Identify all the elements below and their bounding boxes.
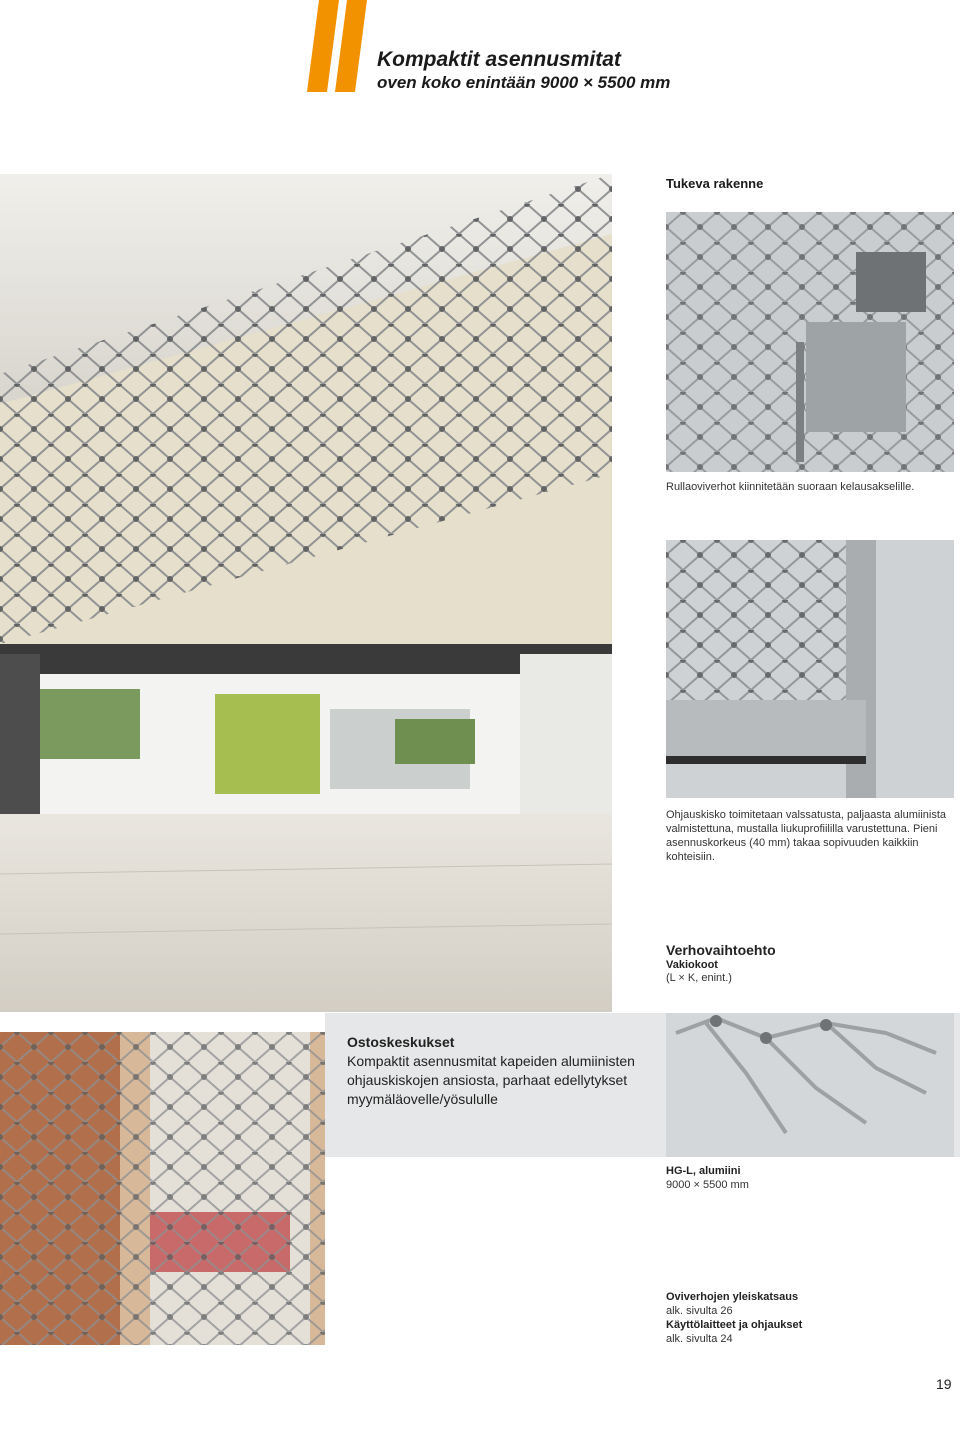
reference-title-1: Oviverhojen yleiskatsaus [666,1291,799,1303]
curtain-mounting-photo [666,212,954,472]
reference-page-1: alk. sivulta 26 [666,1305,733,1317]
product-size: 9000 × 5500 mm [666,1179,749,1191]
mall-interior-photo [0,174,612,1012]
product-name: HG-L, alumiini [666,1165,741,1177]
guide-rail-description: Ohjauskisko toimitetaan valssatusta, paljaasta alumiinista valmistettuna, mustalla liukuprofiililla varustettuna. Pieni asennuskorkeus (40 mm) takaa sopivuuden kaikkiin kohteisiin. [666,809,947,863]
curtain-option-block [666,942,776,985]
shopping-center-title: Ostoskeskukset [347,1034,455,1050]
page-title [377,48,670,94]
shop-front-photo [0,1032,325,1345]
guide-rail-photo [666,540,954,798]
brand-stripes-logo [305,0,375,92]
title-line-2: oven koko enintään 9000 × 5500 mm [377,73,671,92]
title-line-1: Kompaktit asennusmitat [377,48,621,71]
shopping-center-text [347,1032,647,1109]
page-number: 19 [936,1376,952,1392]
shopping-center-body: Kompaktit asennusmitat kapeiden alumiinisten ohjauskiskojen ansiosta, parhaat edellytykset myymäläovelle/yösululle [347,1053,635,1107]
curtain-option-subtitle: Vakiokoot [666,959,718,971]
curtain-option-unit: (L × K, enint.) [666,972,732,984]
references-block [666,1290,802,1346]
curtain-option-title: Verhovaihtoehto [666,942,776,958]
section-heading: Tukeva rakenne [666,176,764,191]
reference-page-2: alk. sivulta 24 [666,1333,733,1345]
curtain-element-photo [666,1013,954,1157]
mounting-caption: Rullaoviverhot kiinnitetään suoraan kelausakselille. [666,481,915,493]
product-block [666,1164,749,1192]
reference-title-2: Käyttölaitteet ja ohjaukset [666,1319,803,1331]
